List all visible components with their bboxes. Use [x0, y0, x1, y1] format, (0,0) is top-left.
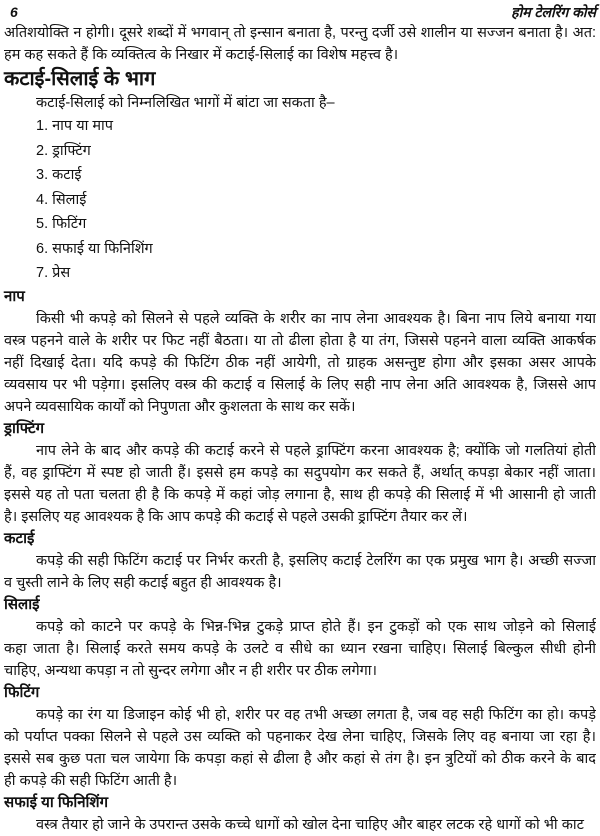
paragraph-line: कपड़े का रंग या डिजाइन कोई भी हो, शरीर पर वह तभी अच्छा लगता है, जब वह सही फिटिंग का हो। कपड़े [36, 706, 596, 723]
paragraph-line: कहा जाता है। सिलाई करते समय कपड़े के उलटे व सीधे का ध्यान रखना चाहिए। सिलाई बिल्कुल सीधी होनी [4, 640, 596, 657]
paragraph-line: अपने व्यवसायिक कार्यों को निपुणता और कुशलता के साथ कर सकें। [4, 398, 356, 415]
paragraph-line: वस्त्र तैयार हो जाने के उपरान्त उसके कच्चे धागों को खोल देना चाहिए और बाहर लटक रहे धागों को भी काट [36, 816, 584, 833]
paragraph-line: ही कपड़े की सही फिटिंग आती है। [4, 772, 178, 789]
list-item: 6. सफाई या फिनिशिंग [36, 240, 153, 257]
running-title: होम टेलरिंग कोर्स [511, 4, 596, 20]
list-item: 3. कटाई [36, 167, 82, 183]
paragraph-line: इससे यह तो पता चलता ही है कि कपड़े में कहां जोड़ लगाना है, साथ ही कपड़े की सिलाई में भी आसानी हो जाती [4, 486, 596, 503]
paragraph-line: कपड़े को काटने पर कपड़े के भिन्न-भिन्न टुकड़े प्राप्त होते हैं। इन टुकड़ों को एक साथ जोड़ने को सिलाई [36, 618, 596, 635]
paragraph-line: को पर्याप्त पक्का सिलने से पहले उस व्यक्ति को पहनाकर देख लेना चाहिए, जिसके लिए वह बनाया जा रहा है। [4, 728, 596, 745]
paragraph-line: चाहिए, अन्यथा कपड़ा न तो सुन्दर लगेगा और न ही शरीर पर ठीक लगेगा। [4, 662, 378, 679]
paragraph-line: व चुस्ती लाने के लिए सही कटाई बहुत ही आवश्यक है। [4, 574, 282, 591]
intro-line: हम कह सकते हैं कि व्यक्तित्व के निखार में कटाई-सिलाई का विशेष महत्त्व है। [4, 47, 399, 63]
subsection-heading: सिलाई [4, 595, 40, 613]
page-header [4, 2, 596, 22]
subsection-heading: सफाई या फिनिशिंग [4, 793, 109, 811]
section-title: कटाई-सिलाई के भाग [4, 68, 156, 90]
paragraph-line: नहीं दिखाई देता। यदि कपड़े की फिटिंग ठीक नहीं आयेगी, तो ग्राहक असन्तुष्ट होगा और इसका असर आपके [4, 354, 596, 371]
paragraph-line: कपड़े की सही फिटिंग कटाई पर निर्भर करती है, इसलिए कटाई टेलरिंग का एक प्रमुख भाग है। अच्छी सज्जा [36, 552, 596, 569]
list-item: 5. फिटिंग [36, 216, 87, 232]
paragraph-line: इससे सब कुछ पता चल जायेगा कि कपड़ा कहां से ढीला है और कहां से तंग है। इन त्रुटियों को ठीक करने के बाद [4, 750, 596, 767]
list-item: 4. सिलाई [36, 191, 87, 208]
paragraph-line: है। इसलिए यह आवश्यक है कि आप कपड़े की कटाई से पहले उसकी ड्राफ्टिंग तैयार कर लें। [4, 508, 468, 525]
list-item: 7. प्रेस [36, 265, 71, 281]
list-item: 2. ड्राफ्टिंग [36, 142, 91, 159]
paragraph-line: वस्त्र पहनने वाले के शरीर पर फिट नहीं बैठता। या तो ढीला होता है या तंग, जिससे पहनने वाला व्यक्ति आकर्षक [4, 332, 596, 349]
subsection-heading: कटाई [4, 529, 35, 547]
subsection-heading: नाप [4, 287, 25, 305]
parts-list [4, 114, 596, 286]
paragraph-line: व्यवसाय पर भी पड़ेगा। इसलिए वस्त्र की कटाई व सिलाई के लिए सही नाप लेना अति आवश्यक है, जिससे आप [4, 376, 596, 393]
intro-line: अतिशयोक्ति न होगी। दूसरे शब्दों में भगवान् तो इन्सान बनाता है, परन्तु दर्जी उसे शालीन या सज्जन बनाता है। अत: [4, 25, 596, 41]
paragraph-line: किसी भी कपड़े को सिलने से पहले व्यक्ति के शरीर का नाप लेना आवश्यक है। बिना नाप लिये बनाया गया [36, 310, 596, 327]
section-intro: कटाई-सिलाई को निम्नलिखित भागों में बांटा जा सकता है– [36, 95, 335, 111]
page-number: 6 [10, 4, 18, 20]
paragraph-line: हैं, वह ड्राफ्टिंग में स्पष्ट हो जाती हैं। इससे हम कपड़े का सदुपयोग कर सकते हैं, अर्थात् कपड़ा बेकार नहीं जाता। [4, 464, 596, 481]
subsection-heading: ड्राफ्टिंग [4, 419, 45, 437]
subsection-heading: फिटिंग [4, 683, 40, 701]
list-item: 1. नाप या माप [36, 118, 114, 134]
sections [4, 286, 596, 836]
paragraph-line: नाप लेने के बाद और कपड़े की कटाई करने से पहले ड्राफ्टिंग करना आवश्यक है; क्योंकि जो गलतियां होती [36, 442, 596, 459]
